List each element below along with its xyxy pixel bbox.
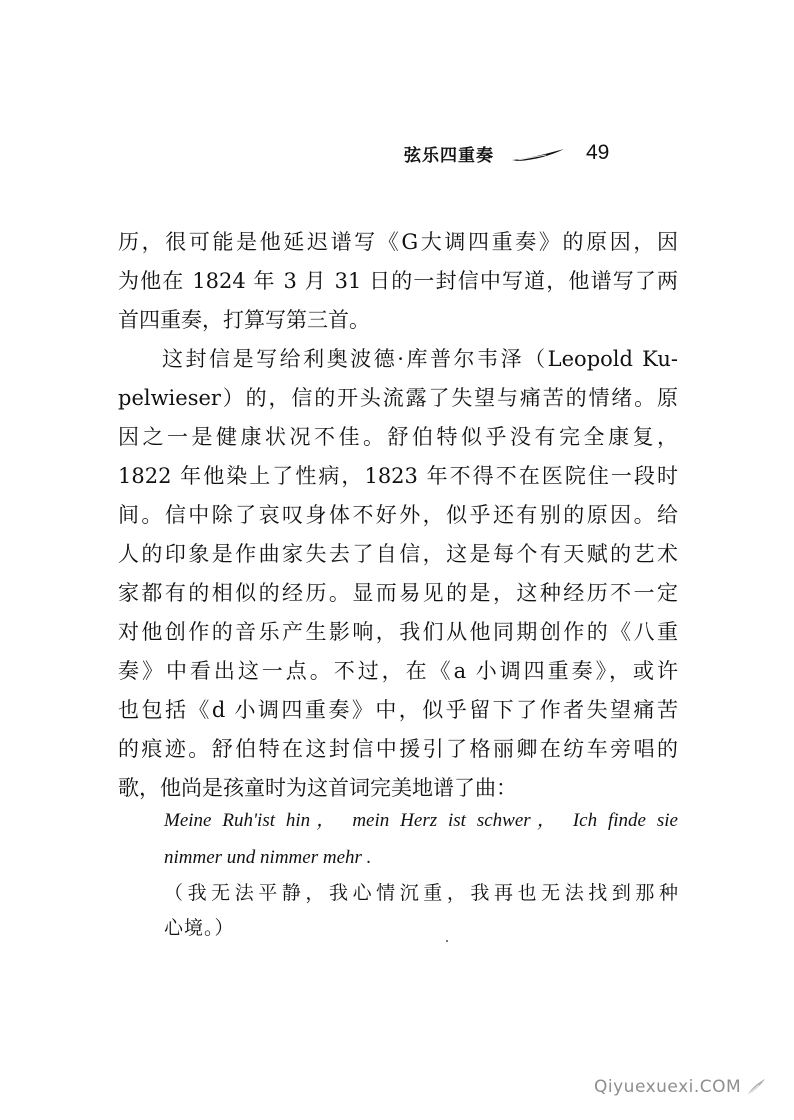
body-line: 1822 年他染上了性病，1823 年不得不在医院住一段时 — [118, 464, 678, 488]
site-watermark — [594, 1077, 767, 1097]
quote-line: Meine Ruh'ist hin， mein Herz ist schwer， Ich finde sie — [164, 810, 678, 831]
quill-pen-icon — [745, 1077, 767, 1097]
page-number: 49 — [586, 141, 610, 164]
body-line: 历，很可能是他延迟谱写《G大调四重奏》的原因，因 — [118, 230, 678, 254]
running-header — [404, 138, 609, 168]
translation-line: 心境。） — [164, 917, 235, 939]
body-line: 也包括《d 小调四重奏》中，似乎留下了作者失望痛苦 — [118, 698, 678, 722]
body-line: 人的印象是作曲家失去了自信，这是每个有天赋的艺术 — [118, 542, 678, 566]
quill-ornament-icon — [512, 148, 564, 162]
body-line: 奏》中看出这一点。不过，在《a 小调四重奏》，或许 — [118, 659, 678, 683]
translation-line: （我无法平静，我心情沉重，我再也无法找到那种 — [164, 882, 678, 904]
watermark-text: Qiyuexuexi.COM — [594, 1077, 742, 1097]
body-line: 间。信中除了哀叹身体不好外，似乎还有别的原因。给 — [118, 503, 678, 527]
body-line: 的痕迹。舒伯特在这封信中援引了格丽卿在纺车旁唱的 — [118, 737, 678, 761]
body-line: 首四重奏，打算写第三首。 — [118, 308, 370, 332]
body-line: 因之一是健康状况不佳。舒伯特似乎没有完全康复， — [118, 425, 678, 449]
body-line: pelwieser）的，信的开头流露了失望与痛苦的情绪。原 — [118, 386, 678, 410]
running-title: 弦乐四重奏 — [404, 145, 494, 166]
scan-speck — [446, 940, 448, 942]
body-line: 为他在 1824 年 3 月 31 日的一封信中写道，他谱写了两 — [118, 269, 678, 293]
body-line: 歌，他尚是孩童时为这首词完美地谱了曲： — [118, 776, 517, 800]
body-line: 家都有的相似的经历。显而易见的是，这种经历不一定 — [118, 581, 678, 605]
body-line: 这封信是写给利奥波德·库普尔韦泽（Leopold Ku- — [162, 347, 678, 371]
body-line: 对他创作的音乐产生影响，我们从他同期创作的《八重 — [118, 620, 678, 644]
quote-line: nimmer und nimmer mehr . — [164, 847, 372, 868]
